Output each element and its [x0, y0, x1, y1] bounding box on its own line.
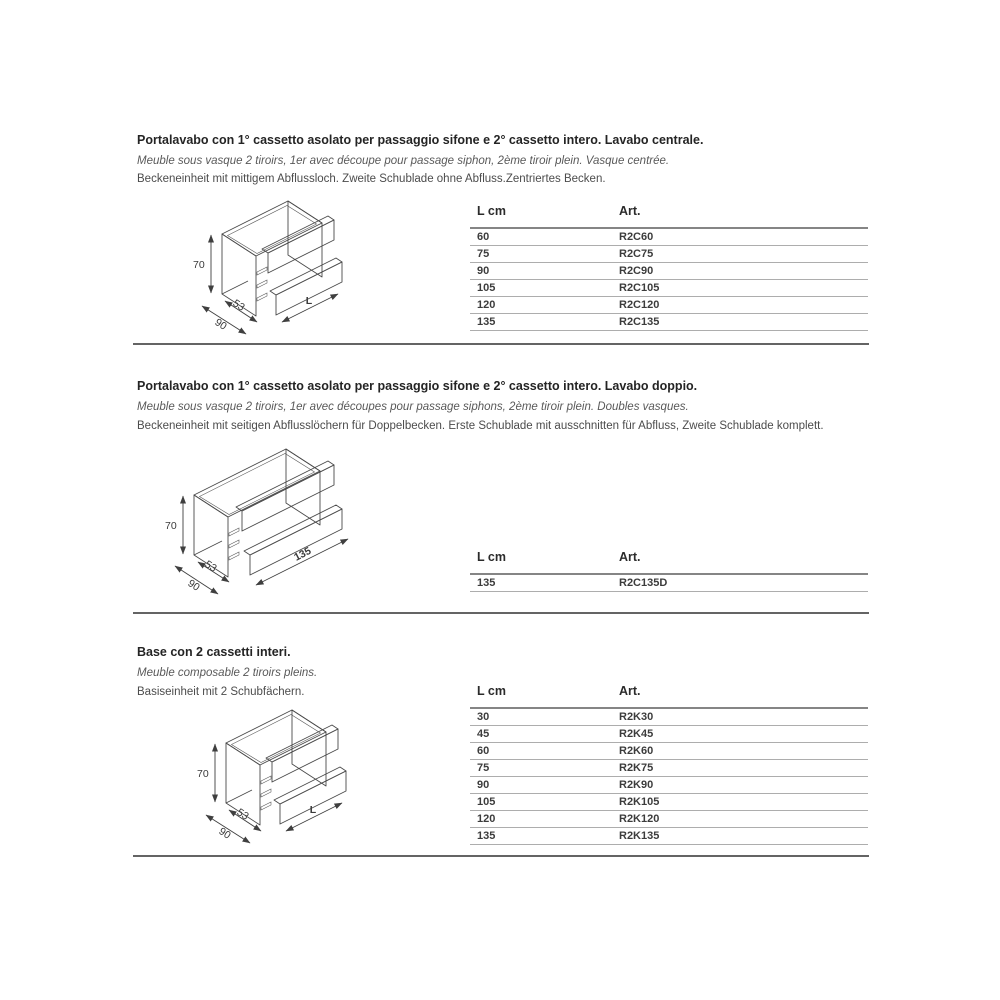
table-row	[470, 777, 868, 794]
section-subtitle-french: Meuble sous vasque 2 tiroirs, 1er avec découpe pour passage siphon, 2ème tiroir plein. Vasque centrée.	[137, 155, 670, 167]
table-cell: R2K120	[612, 811, 868, 828]
dimension-depth	[229, 806, 261, 831]
lower-drawer	[244, 505, 342, 575]
table-header-row	[470, 204, 868, 228]
cabinet-drawing	[186, 701, 356, 853]
column-header-article: Art.	[612, 204, 868, 228]
dim-total-depth-label: 90	[212, 316, 229, 333]
table-row	[470, 794, 868, 811]
section-subtitle-french: Meuble sous vasque 2 tiroirs, 1er avec découpes pour passage siphons, 2ème tiroir plein. Doubles vasques.	[137, 401, 689, 413]
table-cell: 135	[470, 828, 612, 845]
table-cell: R2C105	[612, 280, 868, 297]
table-cell: 105	[470, 280, 612, 297]
table-cell: 60	[470, 228, 612, 246]
dim-length-label: 135	[292, 545, 314, 564]
table-cell: 120	[470, 811, 612, 828]
section-subtitle-german: Basiseinheit mit 2 Schubfächern.	[137, 686, 305, 698]
table-cell: R2C90	[612, 263, 868, 280]
section-title: Portalavabo con 1° cassetto asolato per passaggio sifone e 2° cassetto intero. Lavabo doppio.	[137, 379, 698, 393]
table-row	[470, 574, 868, 592]
section-subtitle-german: Beckeneinheit mit seitigen Abflusslöchern für Doppelbecken. Erste Schublade mit ausschnitten für Abfluss, Zweite Schublade komplett.	[137, 420, 824, 432]
table-row	[470, 708, 868, 726]
page-bottom-separator	[133, 855, 869, 857]
table-cell: R2K30	[612, 708, 868, 726]
table-row	[470, 811, 868, 828]
dim-depth-label: 53	[202, 558, 219, 575]
dim-length-label: L	[309, 804, 317, 816]
table-row	[470, 726, 868, 743]
table-cell: 120	[470, 297, 612, 314]
section-subtitle-german: Beckeneinheit mit mittigem Abflussloch. Zweite Schublade ohne Abfluss.Zentriertes Becken.	[137, 173, 606, 185]
dimension-height	[193, 235, 211, 293]
dimension-depth	[198, 558, 229, 582]
cabinet-drawing-wide	[158, 443, 368, 601]
article-table	[470, 204, 868, 331]
table-row	[470, 743, 868, 760]
table-cell: R2C135D	[612, 574, 868, 592]
table-cell: R2K90	[612, 777, 868, 794]
drawer-rails	[229, 528, 239, 560]
dim-height-label: 70	[165, 520, 177, 532]
column-header-article: Art.	[612, 684, 868, 708]
table-row	[470, 263, 868, 280]
table-cell: R2C135	[612, 314, 868, 331]
section-separator	[133, 343, 869, 345]
table-cell: 45	[470, 726, 612, 743]
section-subtitle-french: Meuble composable 2 tiroirs pleins.	[137, 667, 318, 679]
table-cell: 105	[470, 794, 612, 811]
table-row	[470, 228, 868, 246]
dim-depth-label: 53	[234, 806, 251, 823]
dimension-height	[197, 744, 215, 802]
table-cell: R2K135	[612, 828, 868, 845]
table-cell: R2K105	[612, 794, 868, 811]
table-cell: 30	[470, 708, 612, 726]
drawer-rails	[257, 267, 267, 301]
section-title: Base con 2 cassetti interi.	[137, 645, 291, 659]
table-cell: 90	[470, 263, 612, 280]
table-cell: 75	[470, 760, 612, 777]
dim-total-depth-label: 90	[216, 825, 233, 842]
table-row	[470, 246, 868, 263]
table-cell: R2C120	[612, 297, 868, 314]
column-header-length: L cm	[470, 204, 612, 228]
dim-length-label: L	[305, 295, 313, 307]
table-cell: 60	[470, 743, 612, 760]
article-table	[470, 550, 868, 592]
table-cell: 90	[470, 777, 612, 794]
article-table	[470, 684, 868, 845]
table-cell: 135	[470, 574, 612, 592]
dim-total-depth-label: 90	[185, 577, 202, 594]
column-header-length: L cm	[470, 550, 612, 574]
section-separator	[133, 612, 869, 614]
table-row	[470, 760, 868, 777]
table-cell: R2K75	[612, 760, 868, 777]
table-cell: 135	[470, 314, 612, 331]
table-row	[470, 314, 868, 331]
cabinet-drawing	[182, 192, 352, 344]
dimension-length	[256, 539, 348, 585]
table-cell: R2K60	[612, 743, 868, 760]
dim-height-label: 70	[193, 259, 205, 271]
table-cell: R2K45	[612, 726, 868, 743]
table-row	[470, 280, 868, 297]
table-row	[470, 828, 868, 845]
dimension-depth	[225, 297, 257, 322]
column-header-length: L cm	[470, 684, 612, 708]
table-header-row	[470, 550, 868, 574]
table-cell: 75	[470, 246, 612, 263]
table-row	[470, 297, 868, 314]
table-cell: R2C75	[612, 246, 868, 263]
dimension-height	[165, 496, 183, 554]
table-header-row	[470, 684, 868, 708]
column-header-article: Art.	[612, 550, 868, 574]
dim-height-label: 70	[197, 768, 209, 780]
drawer-rails	[261, 776, 271, 810]
table-cell: R2C60	[612, 228, 868, 246]
dim-depth-label: 53	[230, 297, 247, 314]
section-title: Portalavabo con 1° cassetto asolato per passaggio sifone e 2° cassetto intero. Lavabo centrale.	[137, 133, 704, 147]
